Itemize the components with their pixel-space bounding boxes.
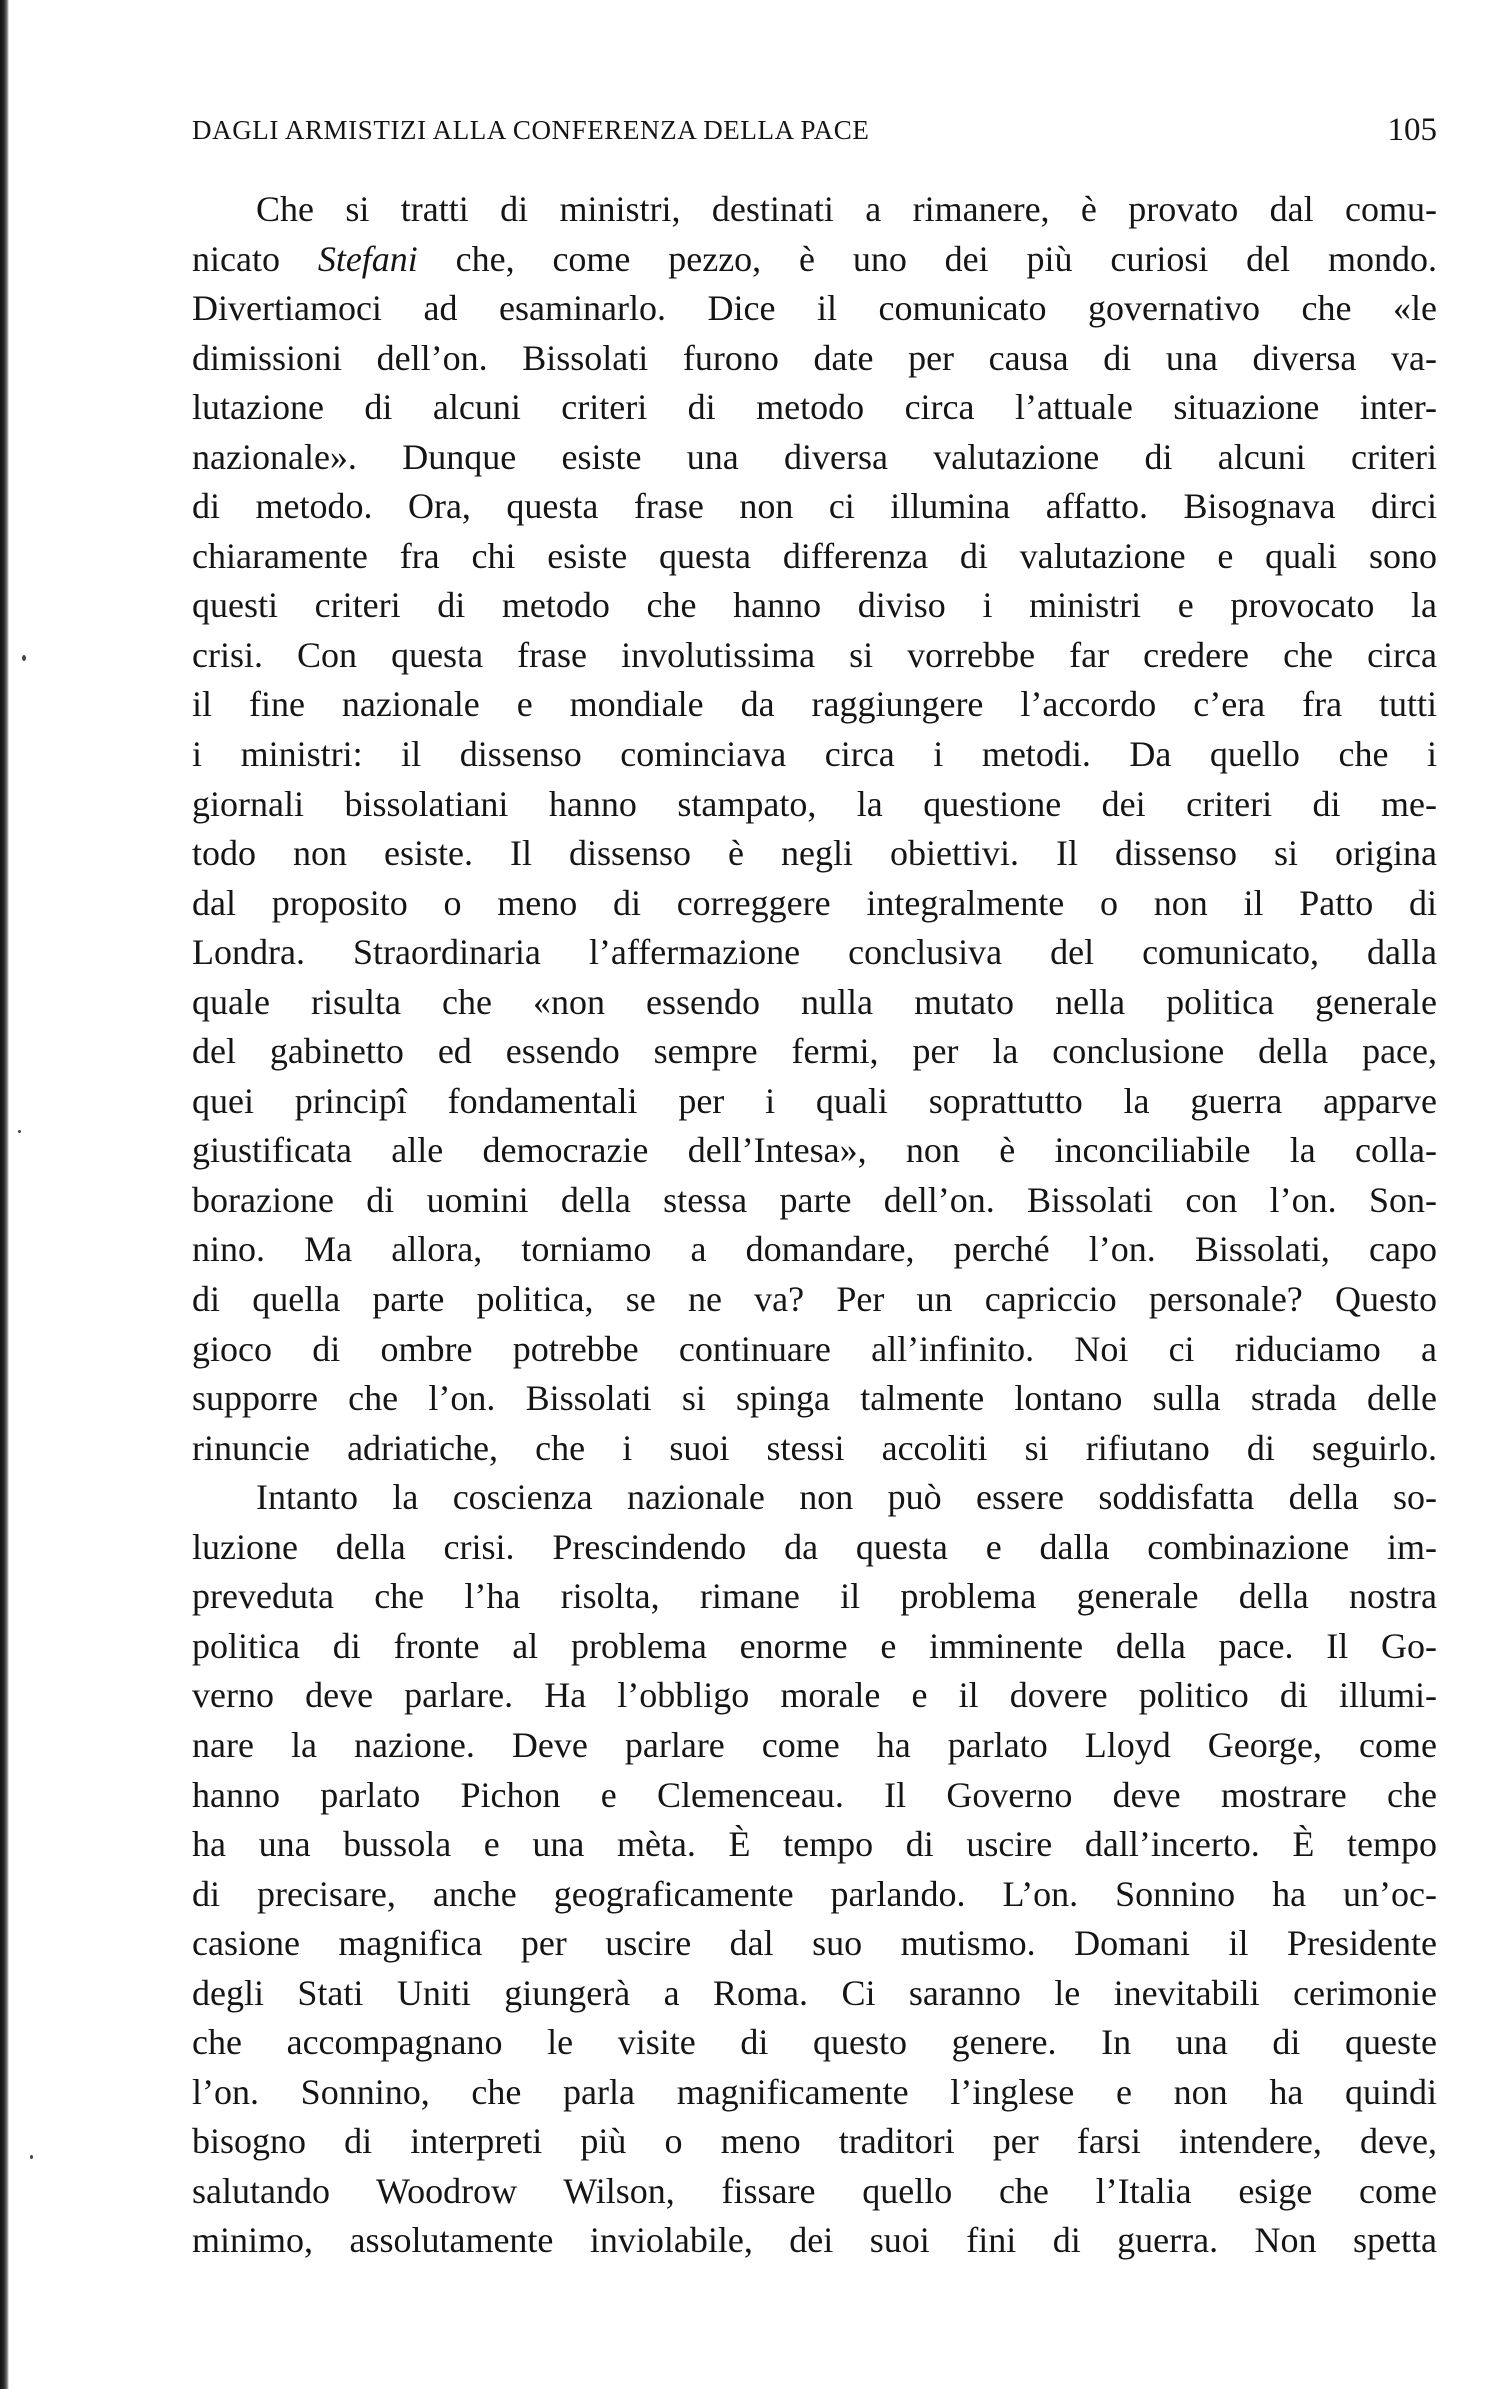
text-line: gioco di ombre potrebbe continuare all’infinito. Noi ci riduciamo a [192,1328,1437,1369]
text-line: giornali bissolatiani hanno stampato, la questione dei criteri di me- [192,783,1437,824]
page-number: 105 [1387,112,1437,148]
text-line: l’on. Sonnino, che parla magnificamente l’inglese e non ha quindi [192,2071,1437,2112]
text-line: verno deve parlare. Ha l’obbligo morale e il dovere politico di illumi- [192,1675,1437,1716]
scan-speck [22,655,26,661]
text-line: quale risulta che «non essendo nulla mutato nella politica generale [192,981,1437,1022]
body-text [192,185,1437,2266]
text-line: dimissioni dell’on. Bissolati furono date per causa di una diversa va- [192,337,1437,378]
text-line: degli Stati Uniti giungerà a Roma. Ci saranno le inevitabili cerimonie [192,1972,1437,2013]
text-line: ha una bussola e una mèta. È tempo di uscire dall’incerto. È tempo [192,1824,1437,1865]
text-line: Divertiamoci ad esaminarlo. Dice il comunicato governativo che «le [192,288,1437,329]
text-line: chiaramente fra chi esiste questa differenza di valutazione e quali sono [192,535,1437,576]
text-line: todo non esiste. Il dissenso è negli obiettivi. Il dissenso si origina [192,833,1437,874]
text-line: quei principî fondamentali per i quali soprattutto la guerra apparve [192,1080,1437,1121]
text-line: nicato Stefani che, come pezzo, è uno dei più curiosi del mondo. [192,238,1437,279]
text-line: del gabinetto ed essendo sempre fermi, per la conclusione della pace, [192,1031,1437,1072]
text-line: politica di fronte al problema enorme e imminente della pace. Il Go- [192,1625,1437,1666]
text-line: i ministri: il dissenso cominciava circa i metodi. Da quello che i [192,734,1437,775]
text-line: di precisare, anche geograficamente parlando. L’on. Sonnino ha un’oc- [192,1873,1437,1914]
text-line: Intanto la coscienza nazionale non può essere soddisfatta della so- [256,1477,1437,1518]
text-line: dal proposito o meno di correggere integralmente o non il Patto di [192,882,1437,923]
text-line: Che si tratti di ministri, destinati a rimanere, è provato dal comu- [256,189,1437,229]
page-header [192,108,1437,152]
text-line: giustificata alle democrazie dell’Intesa», non è inconciliabile la colla- [192,1130,1437,1171]
text-line: borazione di uomini della stessa parte dell’on. Bissolati con l’on. Son- [192,1179,1437,1220]
book-spine-shadow [0,0,9,2389]
text-line: salutando Woodrow Wilson, fissare quello che l’Italia esige come [192,2170,1437,2211]
text-line: lutazione di alcuni criteri di metodo circa l’attuale situazione inter- [192,387,1437,428]
text-line: che accompagnano le visite di questo genere. In una di queste [192,2022,1437,2063]
scan-speck [30,2155,33,2159]
text-line: hanno parlato Pichon e Clemenceau. Il Governo deve mostrare che [192,1774,1437,1815]
text-line: nino. Ma allora, torniamo a domandare, perché l’on. Bissolati, capo [192,1229,1437,1270]
text-line: bisogno di interpreti più o meno traditori per farsi intendere, deve, [192,2121,1437,2162]
text-line: minimo, assolutamente inviolabile, dei suoi fini di guerra. Non spetta [192,2220,1437,2261]
text-line: di quella parte politica, se ne va? Per un capriccio personale? Questo [192,1279,1437,1320]
running-title: DAGLI ARMISTIZI ALLA CONFERENZA DELLA PACE [192,115,870,145]
text-line: casione magnifica per uscire dal suo mutismo. Domani il Presidente [192,1923,1437,1964]
text-line: crisi. Con questa frase involutissima si vorrebbe far credere che circa [192,634,1437,675]
text-line: nazionale». Dunque esiste una diversa valutazione di alcuni criteri [192,436,1437,477]
text-line: rinuncie adriatiche, che i suoi stessi accoliti si rifiutano di seguirlo. [192,1427,1437,1468]
scan-speck [18,1130,21,1133]
text-line: preveduta che l’ha risolta, rimane il problema generale della nostra [192,1576,1437,1617]
text-line: supporre che l’on. Bissolati si spinga talmente lontano sulla strada delle [192,1378,1437,1419]
text-line: luzione della crisi. Prescindendo da questa e dalla combinazione im- [192,1526,1437,1567]
text-line: nare la nazione. Deve parlare come ha parlato Lloyd George, come [192,1724,1437,1765]
italic-name: Stefani [317,238,418,279]
text-line: Londra. Straordinaria l’affermazione conclusiva del comunicato, dalla [192,932,1437,973]
text-line: il fine nazionale e mondiale da raggiungere l’accordo c’era fra tutti [192,684,1437,725]
text-line: questi criteri di metodo che hanno diviso i ministri e provocato la [192,585,1437,626]
text-line: di metodo. Ora, questa frase non ci illumina affatto. Bisognava dirci [192,486,1437,527]
